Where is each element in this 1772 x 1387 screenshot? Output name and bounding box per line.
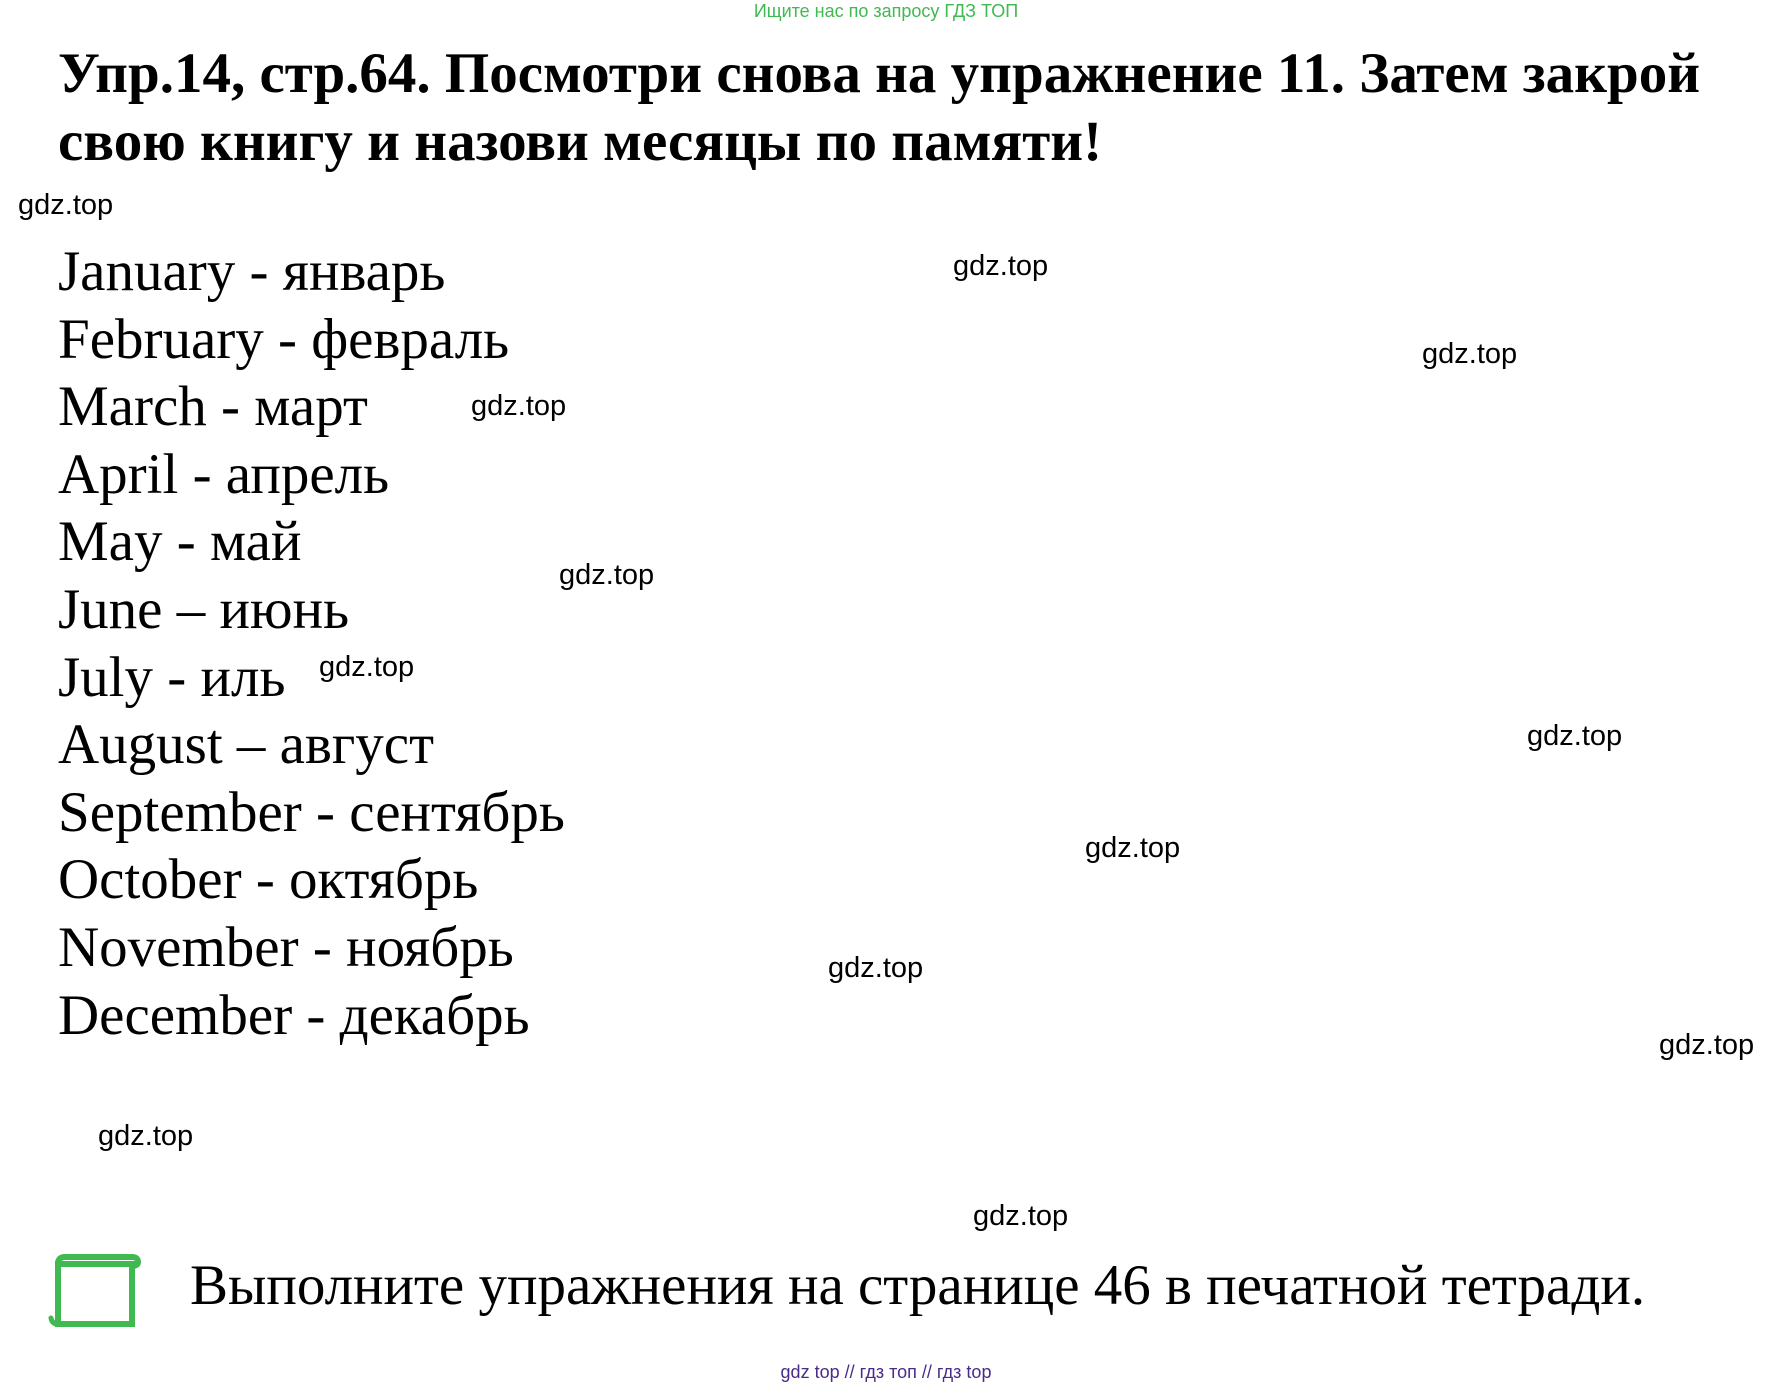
list-item: September - сентябрь <box>58 780 565 844</box>
exercise-heading: Упр.14, стр.64. Посмотри снова на упражнение 11. Затем закрой свою книгу и назови месяцы по памяти! <box>58 42 1701 173</box>
list-item: October - октябрь <box>58 848 479 912</box>
watermark: gdz.top <box>471 390 567 422</box>
list-item: November - ноябрь <box>58 915 514 979</box>
months-list <box>58 238 565 1049</box>
watermark: gdz.top <box>1085 832 1181 864</box>
list-item: May - май <box>58 510 302 574</box>
list-item: June – июнь <box>58 577 350 641</box>
list-item: March - март <box>58 375 368 439</box>
list-item: February - февраль <box>58 307 510 371</box>
watermark: gdz.top <box>1659 1029 1755 1061</box>
list-item: January - январь <box>58 240 446 303</box>
top-banner: Ищите нас по запросу ГДЗ ТОП <box>753 1 1019 21</box>
list-item: December - декабрь <box>58 983 530 1047</box>
watermark: gdz.top <box>953 250 1049 282</box>
watermark: gdz.top <box>1527 720 1623 752</box>
watermark: gdz.top <box>828 952 924 984</box>
list-item: August – август <box>58 713 434 777</box>
watermark: gdz.top <box>559 559 655 591</box>
list-item: April - апрель <box>58 442 390 506</box>
watermark: gdz.top <box>973 1200 1069 1232</box>
watermark: gdz.top <box>319 651 415 683</box>
watermark: gdz.top <box>98 1120 194 1152</box>
footer-links: gdz top // гдз топ // гдз top <box>780 1362 992 1382</box>
list-item: July - иль <box>58 645 286 709</box>
homework-instruction: Выполните упражнения на странице 46 в печатной тетради. <box>190 1254 1646 1317</box>
watermark: gdz.top <box>1422 338 1518 370</box>
notebook-icon <box>48 1254 144 1330</box>
watermark: gdz.top <box>18 189 114 221</box>
